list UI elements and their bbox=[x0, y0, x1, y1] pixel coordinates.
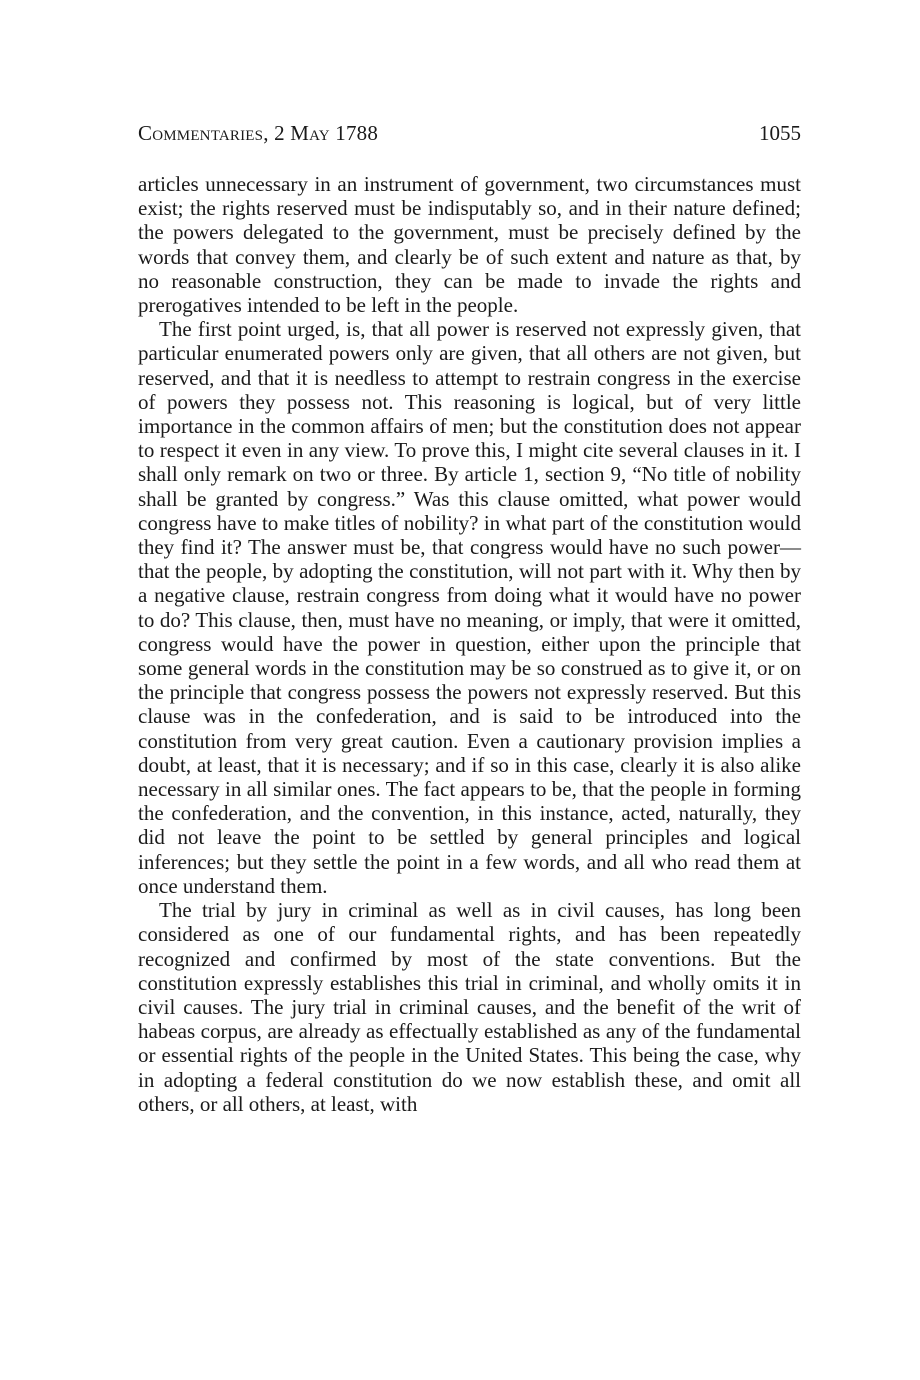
page-number: 1055 bbox=[759, 121, 801, 145]
running-head bbox=[138, 118, 801, 148]
body-text bbox=[138, 172, 801, 1116]
paragraph-continued: articles unnecessary in an instrument of government, two circumstances must exist; the rights reserved must be indisputably so, and in their nature defined; the powers delegated to the government, must be precisely defined by the words that convey them, and clearly be of such extent and nature as that, by no reasonable construction, they can be made to invade the rights and prerogatives intended to be left in the people. bbox=[138, 172, 801, 318]
paragraph: The trial by jury in criminal as well as in civil causes, has long been considered as one of our fundamental rights, and has been repeatedly recognized and confirmed by most of the state conventions. But the constitution expressly establishes this trial in criminal, and wholly omits it in civil causes. The jury trial in criminal causes, and the benefit of the writ of habeas corpus, are already as effectually established as any of the fundamental or essential rights of the people in the United States. This being the case, why in adopting a federal constitution do we now establish these, and omit all others, or all others, at least, with bbox=[138, 898, 801, 1116]
document-page bbox=[138, 118, 801, 1116]
paragraph: The first point urged, is, that all power is reserved not expressly given, that particular enumerated powers only are given, that all others are not given, but reserved, and that it is needless to attempt to restrain congress in the exercise of powers they possess not. This reasoning is logical, but of very little importance in the common affairs of men; but the constitution does not appear to respect it even in any view. To prove this, I might cite several clauses in it. I shall only remark on two or three. By article 1, section 9, “No title of nobility shall be granted by congress.” Was this clause omitted, what power would congress have to make titles of nobility? in what part of the constitution would they find it? The answer must be, that congress would have no such power—that the people, by adopting the constitution, will not part with it. Why then by a negative clause, restrain congress from doing what it would have no power to do? This clause, then, must have no meaning, or imply, that were it omitted, congress would have the power in question, either upon the principle that some general words in the constitution may be so construed as to give it, or on the principle that congress possess the powers not expressly reserved. But this clause was in the confederation, and is said to be introduced into the constitution from very great caution. Even a cautionary provision implies a doubt, at least, that it is necessary; and if so in this case, clearly it is also alike necessary in all similar ones. The fact appears to be, that the people in forming the confederation, and the convention, in this instance, acted, naturally, they did not leave the point to be settled by general principles and logical inferences; but they settle the point in a few words, and all who read them at once understand them. bbox=[138, 317, 801, 898]
running-title: Commentaries, 2 May 1788 bbox=[138, 121, 379, 145]
